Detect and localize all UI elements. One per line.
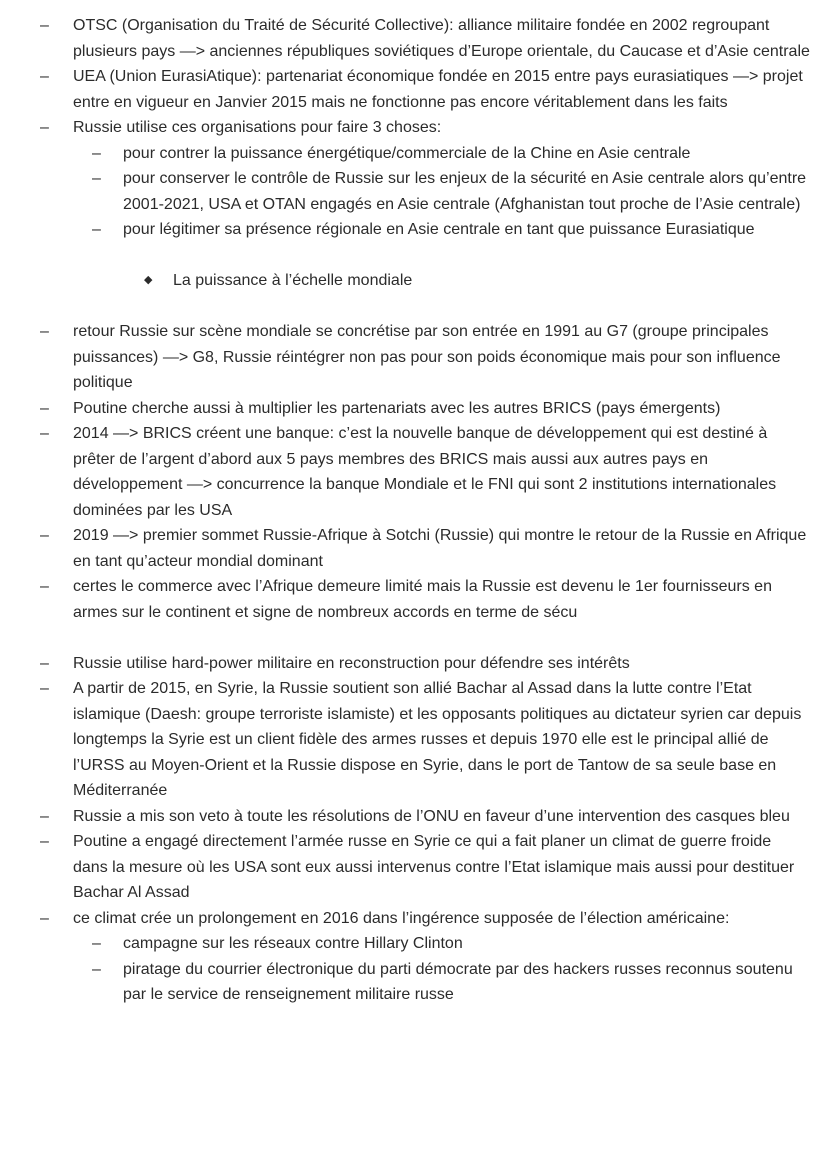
list-item <box>0 676 828 804</box>
list-item-russie-organisations <box>0 115 828 141</box>
list-item-text: Poutine a engagé directement l’armée russe en Syrie ce qui a fait planer un climat de guerre froide dans la mesure où les USA sont eux aussi intervenus contre l’Etat islamique mais aussi pour destituer Bachar Al Assad <box>73 833 795 901</box>
list-item <box>0 829 828 906</box>
list-item <box>0 523 828 574</box>
list-item-text: Poutine cherche aussi à multiplier les partenariats avec les autres BRICS (pays émergents) <box>73 399 721 417</box>
sub-list-item <box>0 931 828 957</box>
dash-bullet: – <box>40 119 49 136</box>
dash-bullet: – <box>92 935 101 952</box>
list-item-text: Russie utilise hard-power militaire en reconstruction pour défendre ses intérêts <box>73 654 630 672</box>
dash-bullet: – <box>40 680 49 697</box>
diamond-bullet-icon: ◆ <box>144 274 153 286</box>
list-item <box>0 421 828 523</box>
sub-list-item-text: campagne sur les réseaux contre Hillary Clinton <box>123 935 463 952</box>
spacer <box>0 625 828 651</box>
list-item-text: OTSC (Organisation du Traité de Sécurité Collective): alliance militaire fondée en 2002 regroupant plusieurs pays —> anciennes républiques soviétiques d’Europe orientale, du Caucase et d’Asie centrale <box>73 17 810 60</box>
list-item-text: Russie a mis son veto à toute les résolutions de l’ONU en faveur d’une intervention des casques bleu <box>73 807 790 825</box>
section-heading <box>0 268 828 294</box>
list-item <box>0 396 828 422</box>
list-item-uea <box>0 64 828 115</box>
sub-list-item <box>0 957 828 1008</box>
list-item-text: ce climat crée un prolongement en 2016 dans l’ingérence supposée de l’élection américaine: <box>73 909 730 927</box>
list-item-text: Russie utilise ces organisations pour faire 3 choses: <box>73 119 442 136</box>
list-item <box>0 804 828 830</box>
list-item <box>0 906 828 932</box>
dash-bullet: – <box>40 578 49 595</box>
list-item-text: certes le commerce avec l’Afrique demeure limité mais la Russie est devenu le 1er fournisseurs en armes sur le continent et signe de nombreux accords en terme de sécu <box>73 578 772 621</box>
dash-bullet: – <box>40 909 49 927</box>
sub-list-item <box>0 217 828 243</box>
dash-bullet: – <box>40 425 49 442</box>
dash-bullet: – <box>40 17 49 34</box>
dash-bullet: – <box>92 960 101 978</box>
list-item-text: UEA (Union EurasiAtique): partenariat économique fondée en 2015 entre pays eurasiatiques —> projet entre en vigueur en Janvier 2015 mais ne fonctionne pas encore véritablement dans les faits <box>73 68 803 111</box>
dash-bullet: – <box>40 807 49 825</box>
list-item-otsc <box>0 13 828 64</box>
sub-list-item-text: pour conserver le contrôle de Russie sur les enjeux de la sécurité en Asie centrale alors qu’entre 2001-2021, USA et OTAN engagés en Asie centrale (Afghanistan tout proche de l’Asie centrale) <box>123 170 807 213</box>
list-item-text: retour Russie sur scène mondiale se concrétise par son entrée en 1991 au G7 (groupe principales puissances) —> G8, Russie réintégrer non pas pour son poids économique mais pour son influence politique <box>73 323 781 391</box>
spacer <box>0 294 828 320</box>
list-item <box>0 651 828 677</box>
section-heading-text: La puissance à l’échelle mondiale <box>173 272 413 289</box>
dash-bullet: – <box>40 68 49 85</box>
dash-bullet: – <box>40 527 49 544</box>
sub-list-item-text: pour contrer la puissance énergétique/commerciale de la Chine en Asie centrale <box>123 144 691 162</box>
dash-bullet: – <box>92 221 101 238</box>
dash-bullet: – <box>40 833 49 850</box>
sub-list-item <box>0 166 828 217</box>
sub-list-item <box>0 141 828 167</box>
list-item-text: 2014 —> BRICS créent une banque: c’est la nouvelle banque de développement qui est destiné à prêter de l’argent d’abord aux 5 pays membres des BRICS mais aussi aux autres pays en développement —> concurrence la banque Mondiale et le FNI qui sont 2 institutions internationales dominées par les USA <box>73 425 777 519</box>
list-item-text: A partir de 2015, en Syrie, la Russie soutient son allié Bachar al Assad dans la lutte contre l’Etat islamique (Daesh: groupe terroriste islamiste) et les opposants politiques au dictateur syrien car depuis longtemps la Syrie est un client fidèle des armes russes et depuis 1970 elle est le principal allié de l’URSS au Moyen-Orient et la Russie dispose en Syrie, dans le port de Tantow de sa seule base en Méditerranée <box>73 680 802 799</box>
sub-list-item-text: piratage du courrier électronique du parti démocrate par des hackers russes reconnus soutenu par le service de renseignement militaire russe <box>123 960 793 1003</box>
list-item <box>0 574 828 625</box>
list-item <box>0 319 828 396</box>
sub-list-item-text: pour légitimer sa présence régionale en Asie centrale en tant que puissance Eurasiatique <box>123 221 755 238</box>
dash-bullet: – <box>40 323 49 340</box>
dash-bullet: – <box>40 399 49 417</box>
list-item-text: 2019 —> premier sommet Russie-Afrique à Sotchi (Russie) qui montre le retour de la Russie en Afrique en tant qu’acteur mondial dominant <box>73 527 807 570</box>
dash-bullet: – <box>40 654 49 672</box>
dash-bullet: – <box>92 144 101 162</box>
dash-bullet: – <box>92 170 101 187</box>
